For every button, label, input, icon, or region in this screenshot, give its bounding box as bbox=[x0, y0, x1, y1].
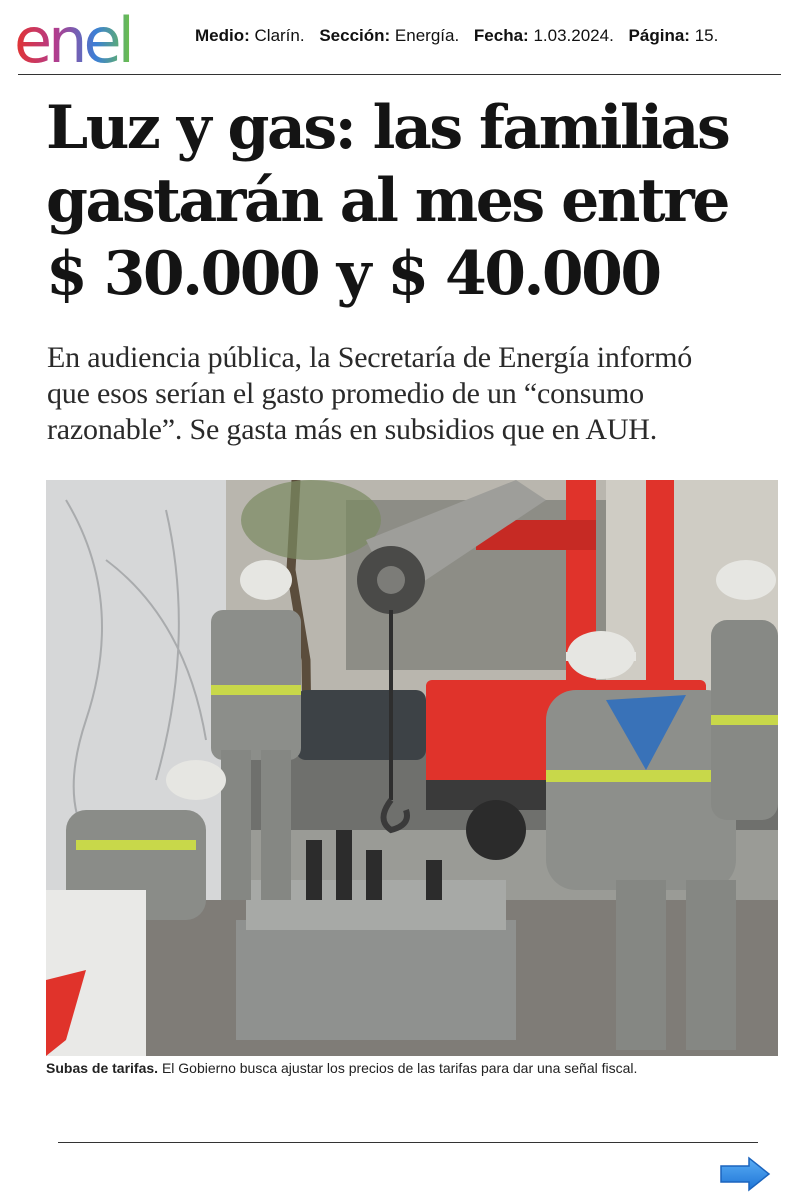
fecha-value: 1.03.2024. bbox=[533, 26, 614, 45]
seccion-value: Energía. bbox=[394, 26, 460, 45]
header-divider bbox=[18, 74, 781, 75]
caption-lead: Subas de tarifas. bbox=[46, 1060, 159, 1076]
arrow-right-icon[interactable] bbox=[719, 1156, 771, 1192]
footer-divider bbox=[58, 1142, 758, 1143]
publication-meta bbox=[195, 26, 718, 46]
headline-line: $ 30.000 y $ 40.000 bbox=[46, 239, 660, 309]
subhead-line: razonable”. Se gasta más en subsidios que en AUH. bbox=[47, 413, 658, 446]
article-subheadline bbox=[47, 340, 777, 448]
article-headline bbox=[46, 92, 766, 311]
enel-logo bbox=[14, 10, 180, 68]
fecha-label: Fecha: bbox=[473, 26, 529, 45]
pagina-label: Página: bbox=[628, 26, 690, 45]
photo-caption bbox=[46, 1060, 786, 1076]
medio-label: Medio: bbox=[195, 26, 250, 45]
logo-text: enel bbox=[14, 10, 131, 68]
caption-text: El Gobierno busca ajustar los precios de las tarifas para dar una señal fiscal. bbox=[161, 1060, 638, 1076]
article-photo bbox=[46, 480, 778, 1056]
document-header bbox=[0, 0, 800, 76]
pagina-value: 15. bbox=[694, 26, 719, 45]
seccion-label: Sección: bbox=[319, 26, 391, 45]
headline-line: gastarán al mes entre bbox=[46, 166, 728, 236]
subhead-line: que esos serían el gasto promedio de un “consumo bbox=[47, 377, 644, 410]
subhead-line: En audiencia pública, la Secretaría de Energía informó bbox=[47, 341, 693, 374]
headline-line: Luz y gas: las familias bbox=[46, 93, 729, 163]
medio-value: Clarín. bbox=[254, 26, 305, 45]
